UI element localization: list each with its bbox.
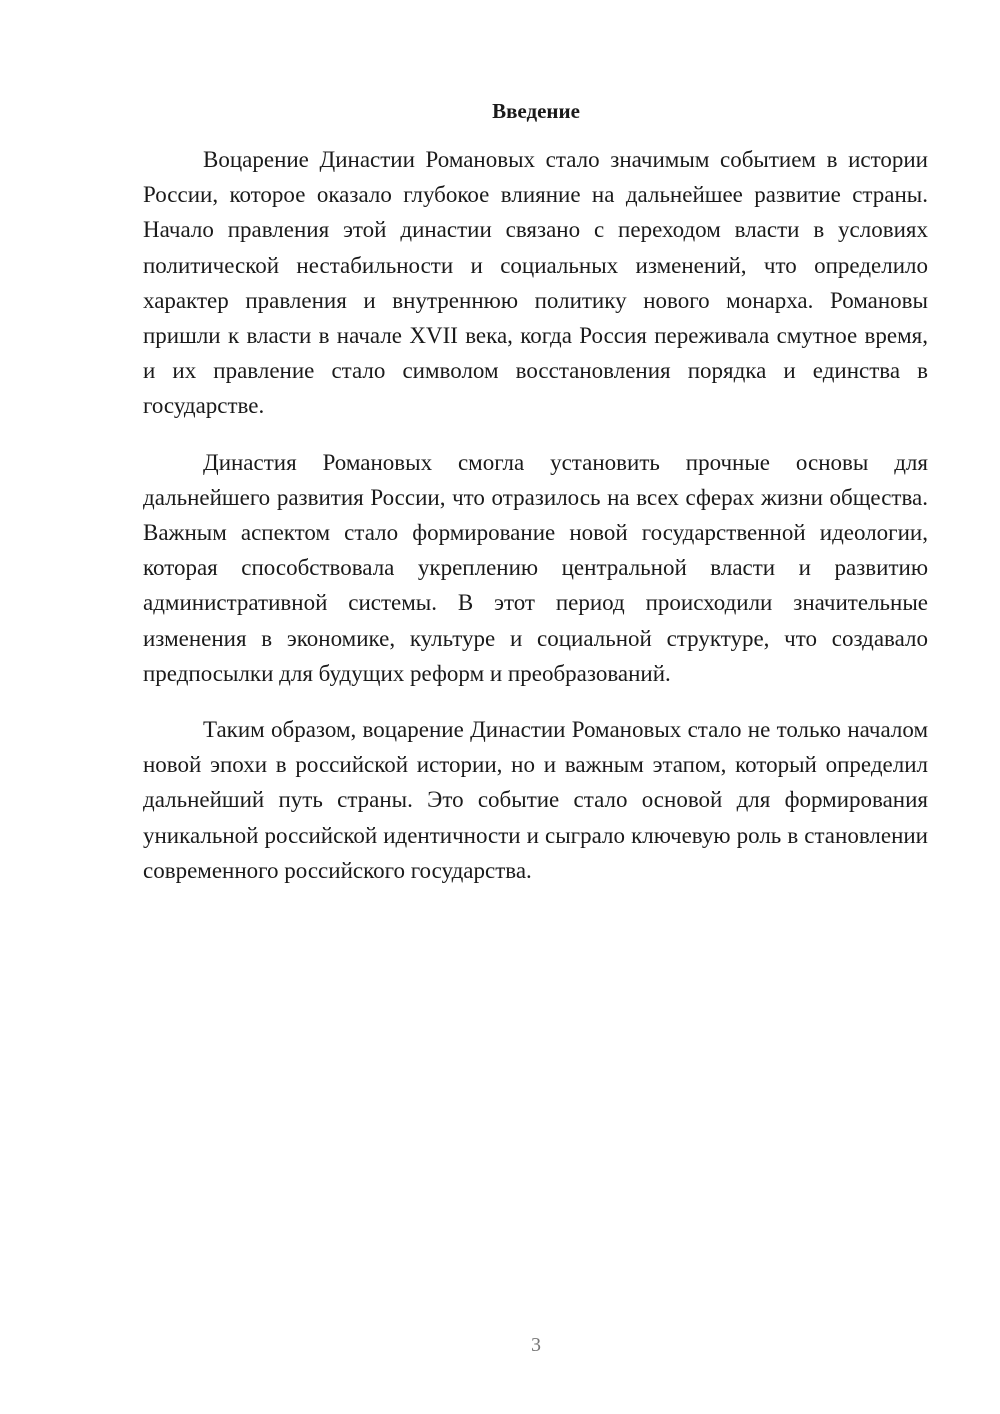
page-number: 3 [531,1334,541,1356]
paragraph-2: Династия Романовых смогла установить прочные основы для дальнейшего развития России, что отразилось на всех сферах жизни общества. Важным аспектом стало формирование новой государственной идеологии, которая способствовала укреплению центральной власти и развитию административной системы. В этот период происходили значительные изменения в экономике, культуре и социальной структуре, что создавало предпосылки для будущих реформ и преобразований. [143,449,928,686]
paragraph-1: Воцарение Династии Романовых стало значимым событием в истории России, которое оказало глубокое влияние на дальнейшее развитие страны. Начало правления этой династии связано с переходом власти в условиях политической нестабильности и социальных изменений, что определило характер правления и внутреннюю политику нового монарха. Романовы пришли к власти в начале XVII века, когда Россия переживала смутное время, и их правление стало символом восстановления порядка и единства в государстве. [143,147,928,419]
paragraph-3: Таким образом, воцарение Династии Романовых стало не только началом новой эпохи в российской истории, но и важным этапом, который определил дальнейший путь страны. Это событие стало основой для формирования уникальной российской идентичности и сыграло ключевую роль в становлении современного российского государства. [143,717,928,883]
body-text [143,142,928,888]
section-title: Введение [492,99,580,123]
